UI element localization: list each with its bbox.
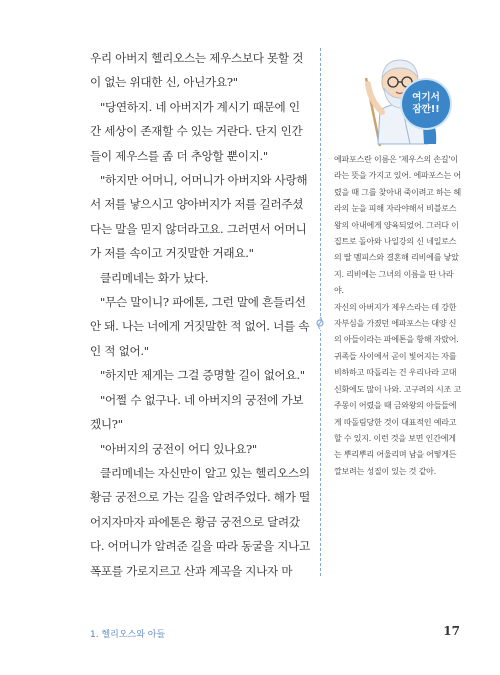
paragraph: "무슨 말이니? 파에톤, 그런 말에 흔들리선 안 돼. 나는 너에게 거짓말한 적 없어. 너를 속인 적 없어."	[90, 295, 310, 358]
paragraph: "하지만 제게는 그걸 증명할 길이 없어요."	[100, 368, 305, 383]
sidebar-note	[320, 48, 460, 576]
page-number: 17	[443, 624, 460, 638]
paragraph: 클리메네는 화가 났다.	[100, 270, 209, 285]
sidebar-text	[334, 152, 462, 480]
paragraph: "아버지의 궁전이 어디 있나요?"	[100, 441, 257, 456]
note-bubble	[402, 80, 450, 128]
paragraph: "어쩔 수 없구나. 네 아버지의 궁전에 가보겠니?"	[90, 392, 304, 432]
chapter-footer: 1. 헬리오스와 아들	[90, 630, 166, 640]
sidebar-divider	[320, 48, 321, 576]
main-text-column	[90, 46, 310, 583]
flourish-icon	[313, 316, 327, 330]
bubble-line-2: 잠깐!!	[412, 104, 440, 115]
paragraph: 클리메네는 자신만이 알고 있는 헬리오스의 황금 궁전으로 가는 길을 알려주었다. 해가 떨어지자마자 파에톤은 황금 궁전으로 달려갔다. 어머니가 알려준 길을 따라 동굴을 지나고 폭포를 가로지르고 산과 계곡을 지나자 마	[90, 465, 310, 578]
sidebar-paragraph: 자신의 아버지가 제우스라는 데 강한 자부심을 가졌던 에파포스는 대양 신의 아들이라는 파에톤을 항해 자랐어. 귀족들 사이에서 곧이 빛어지는 자를 비하하고 따돌리는 건 우리나라 고대 신화에도 많이 나와. 고구려의 시조 고주몽이 어렸을 때 금와왕의 아들들에게 따돌림당한 것이 대표적인 예라고 할 수 있지. 이런 것을 보면 인간에게는 뿌리뿌리 어울리며 남을 어떻게든 깔보려는 성질이 있는 것 같아.	[334, 302, 461, 476]
paragraph: "당연하지. 네 아버지가 계시기 때문에 인간 세상이 존재할 수 있는 거란다. 단지 인간들이 제우스를 좀 더 추앙할 뿐이지."	[90, 99, 303, 163]
bubble-line-1: 여기서	[412, 92, 440, 103]
paragraph: "하지만 어머니, 어머니가 아버지와 사랑해서 저를 낳으시고 양아버지가 저를 길러주셨다는 말을 믿지 않더라고요. 그러면서 어머니가 저를 속이고 거짓말한 거래요."	[90, 173, 308, 261]
sidebar-paragraph: 에파포스란 이름은 '제우스의 손길'이라는 뜻을 가지고 있어. 에파포스는 어렸을 때 그를 찾아내 죽이려고 하는 헤라의 눈을 피해 자라야해서 비블로스 왕의 아내에게 양육되었어. 그러다 이집트로 돌아와 나일강의 신 네일로스의 딸 멤피스와 결혼해 리비에를 낳았지. 리비에는 그녀의 이름을 딴 나라야.	[334, 155, 461, 296]
paragraph: 우리 아버지 헬리오스는 제우스보다 못할 것이 없는 위대한 신, 아닌가요?"	[90, 51, 304, 90]
